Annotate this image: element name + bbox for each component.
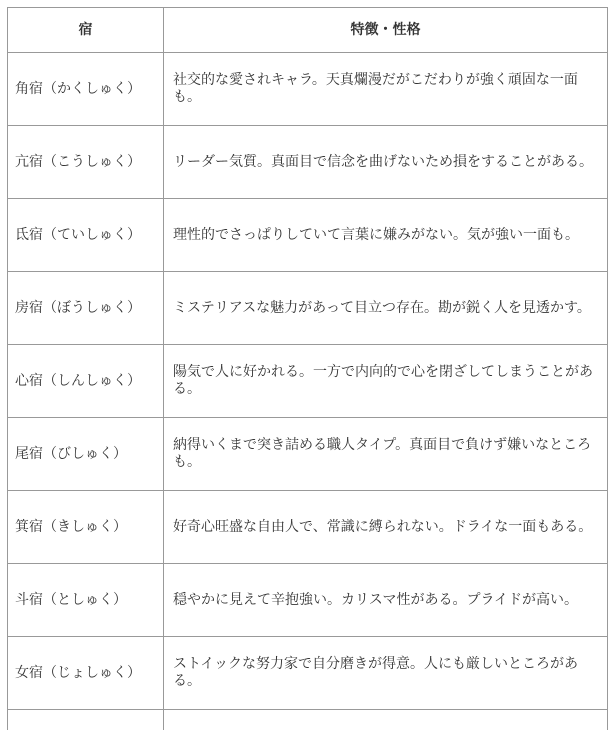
mansion-description: 陽気で人に好かれる。一方で内向的で心を閉ざしてしまうことがある。	[164, 345, 608, 418]
mansion-name: 尾宿（びしゅく）	[8, 418, 164, 491]
mansion-description: リーダー気質。真面目で信念を曲げないため損をすることがある。	[164, 126, 608, 199]
mansion-name: 亢宿（こうしゅく）	[8, 126, 164, 199]
table-row	[8, 418, 608, 491]
mansion-description: 納得いくまで突き詰める職人タイプ。真面目で負けず嫌いなところも。	[164, 418, 608, 491]
mansion-name: 氐宿（ていしゅく）	[8, 199, 164, 272]
mansion-name: 心宿（しんしゅく）	[8, 345, 164, 418]
mansion-description-empty	[164, 710, 608, 730]
table-row	[8, 637, 608, 710]
table-row	[8, 564, 608, 637]
table-row	[8, 491, 608, 564]
mansion-name: 房宿（ぼうしゅく）	[8, 272, 164, 345]
mansion-name-empty	[8, 710, 164, 730]
mansion-description: 好奇心旺盛な自由人で、常識に縛られない。ドライな一面もある。	[164, 491, 608, 564]
table-row	[8, 53, 608, 126]
table-row	[8, 345, 608, 418]
mansion-personality-table	[7, 7, 608, 730]
mansion-name: 斗宿（としゅく）	[8, 564, 164, 637]
header-mansion: 宿	[8, 8, 164, 53]
header-traits: 特徴・性格	[164, 8, 608, 53]
table-row	[8, 199, 608, 272]
mansion-description: ミステリアスな魅力があって目立つ存在。勘が鋭く人を見透かす。	[164, 272, 608, 345]
mansion-description: 社交的な愛されキャラ。天真爛漫だがこだわりが強く頑固な一面も。	[164, 53, 608, 126]
mansion-name: 女宿（じょしゅく）	[8, 637, 164, 710]
mansion-name: 箕宿（きしゅく）	[8, 491, 164, 564]
table-row	[8, 126, 608, 199]
mansion-description: 穏やかに見えて辛抱強い。カリスマ性がある。プライドが高い。	[164, 564, 608, 637]
table-row	[8, 272, 608, 345]
table-row-partial	[8, 710, 608, 730]
mansion-name: 角宿（かくしゅく）	[8, 53, 164, 126]
table-header-row	[8, 8, 608, 53]
mansion-description: ストイックな努力家で自分磨きが得意。人にも厳しいところがある。	[164, 637, 608, 710]
mansion-description: 理性的でさっぱりしていて言葉に嫌みがない。気が強い一面も。	[164, 199, 608, 272]
